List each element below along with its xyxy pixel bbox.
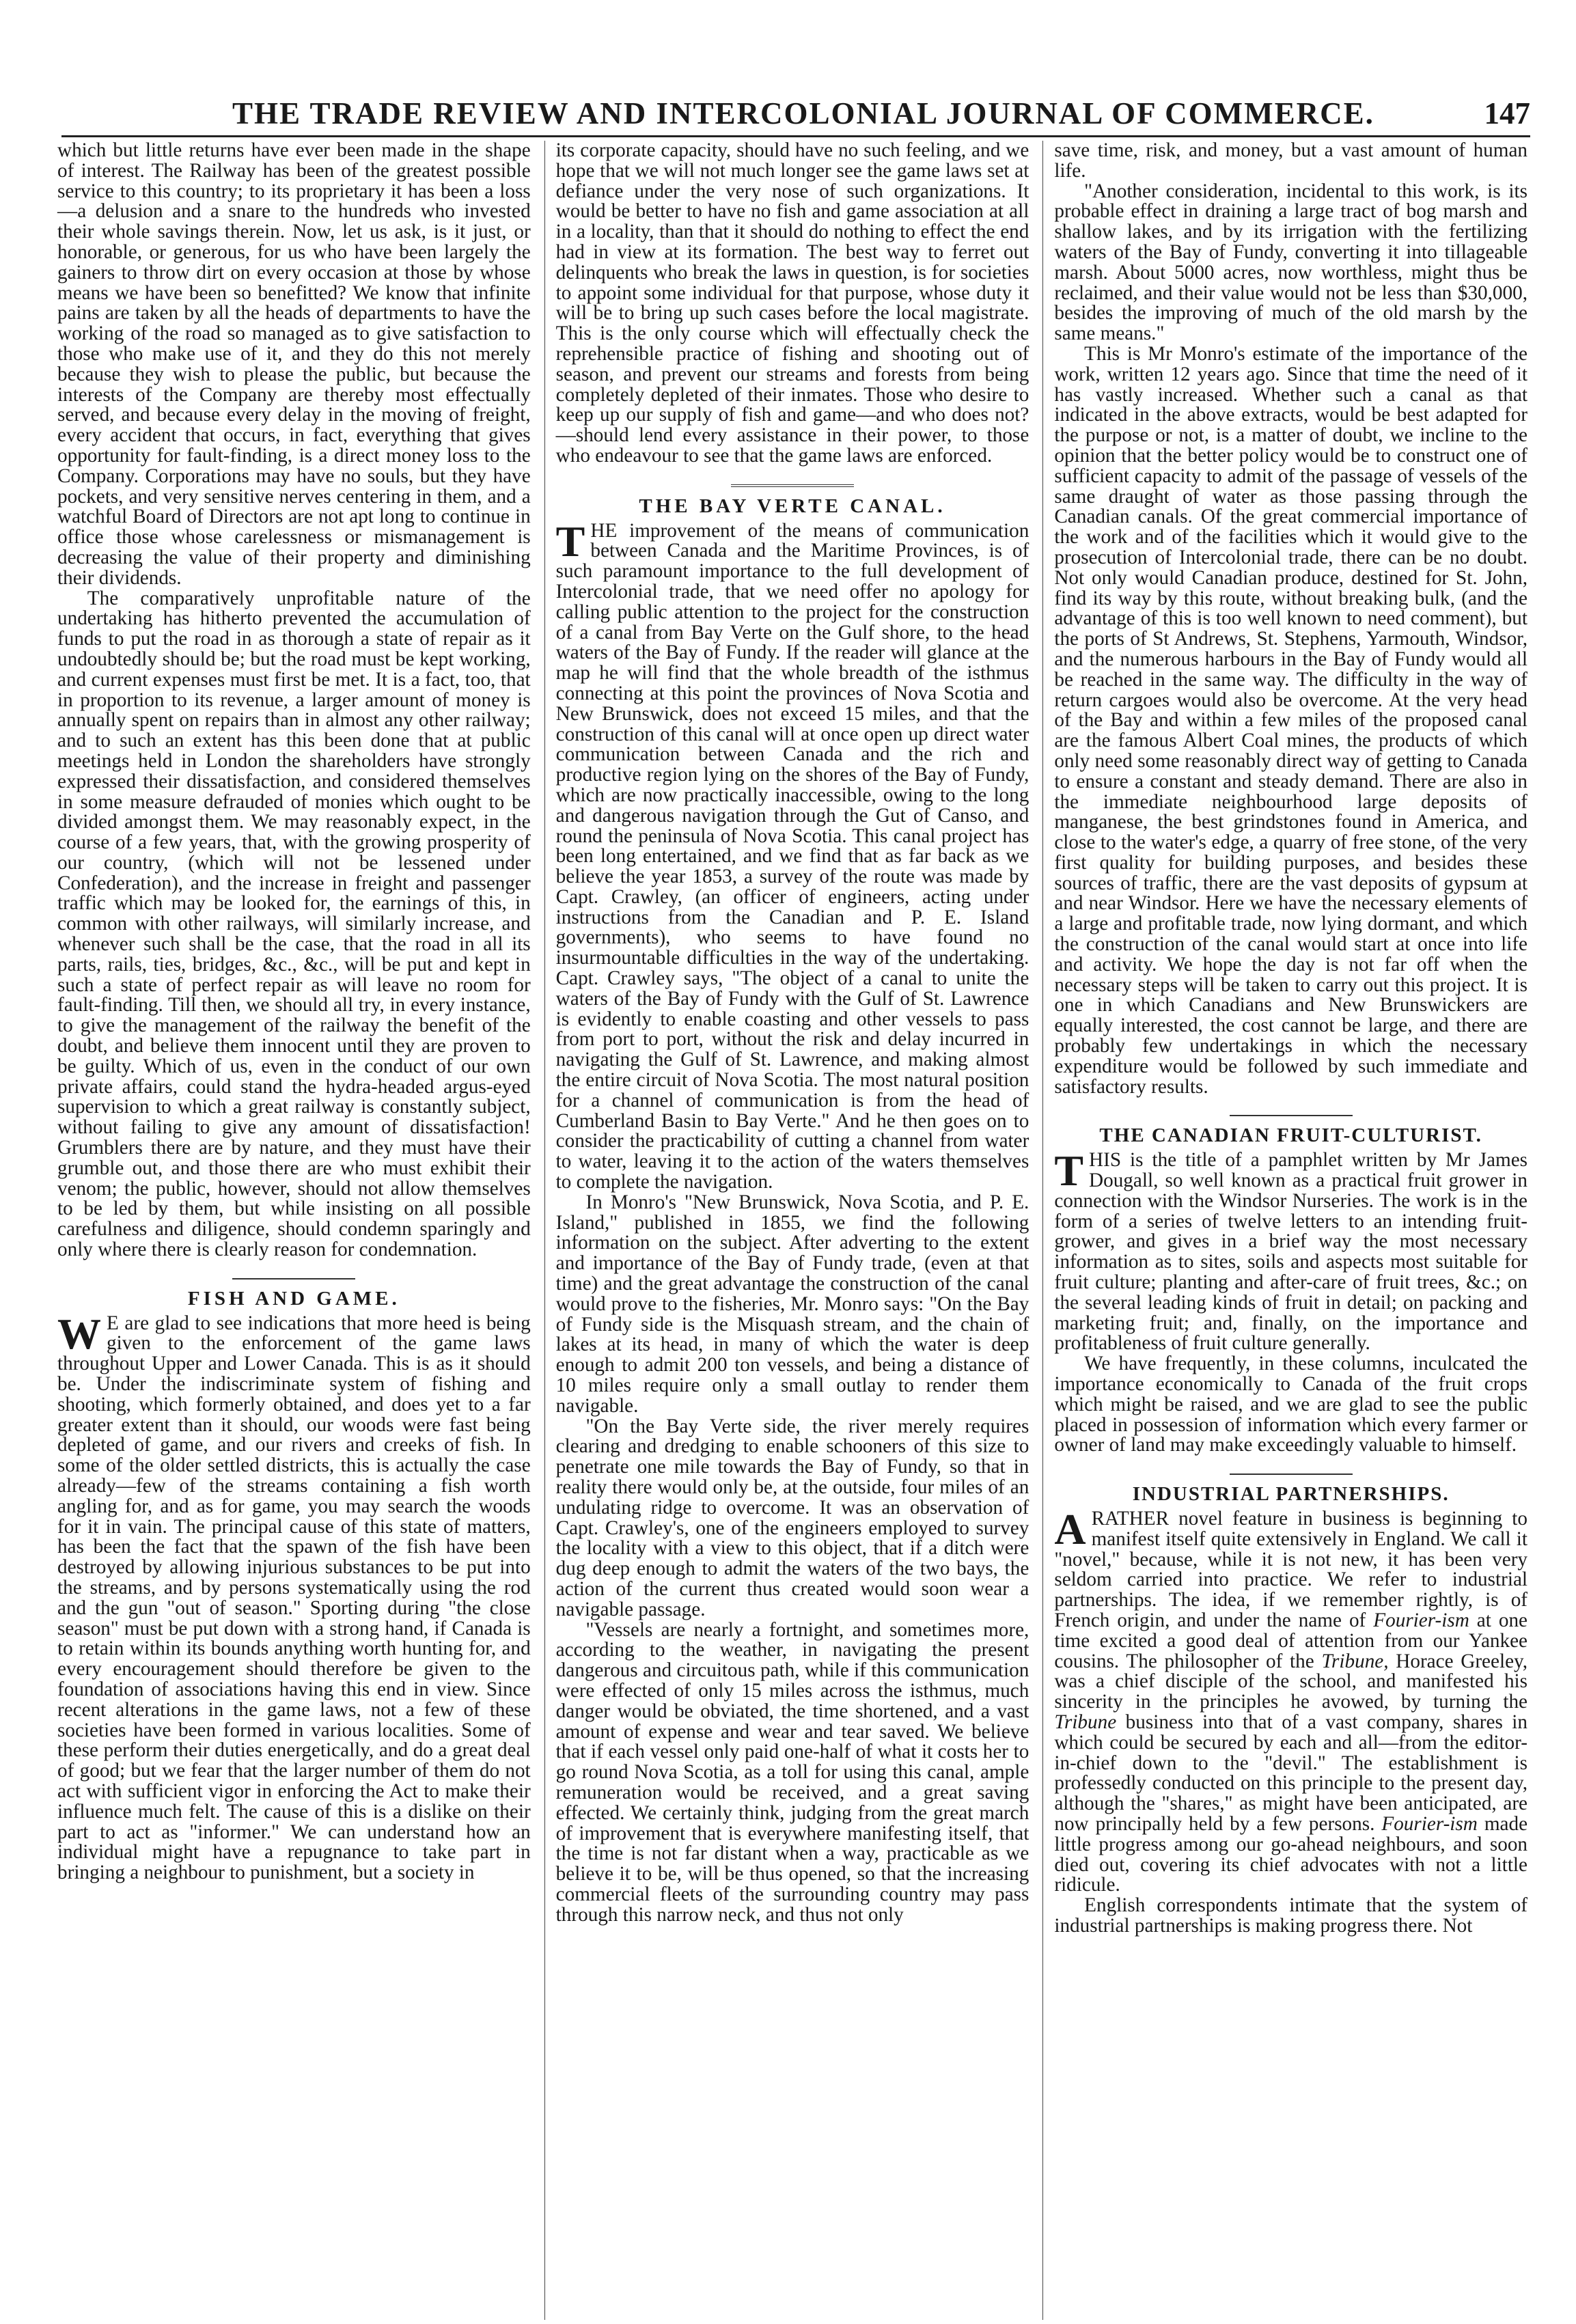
section-title-fish-and-game: FISH AND GAME. — [187, 1287, 400, 1310]
partnerships-text-a: RATHER novel feature in business is beginning to manifest itself quite extensively in England. We call it "novel," because, while it is not new, it has been very seldom carried into practice. We refer to industrial partnerships. The idea, if we remember rightly, is of French origin, and under the name of — [1054, 1508, 1528, 1631]
partnerships-text-d: business into that of a vast company, shares in which could be secured by each and all—from the editor-in-chief down to the "devil." The establishment is professedly conducted on this principle to the present day, although the "shares," as might have been anticipated, are now principally held by a few persons. — [1054, 1711, 1528, 1835]
partnerships-text-b: at one time excited a good deal of attention from our Yankee cousins. The philosopher of the — [1054, 1609, 1528, 1672]
partnerships-text-e: made little progress among our go-ahead neighbours, and soon died out, covering its chief advocates with not a little ridicule. — [1054, 1812, 1528, 1896]
section-title-fruit-culturist: THE CANADIAN FRUIT-CULTURIST. — [1099, 1124, 1482, 1147]
fruit-culturist-second-paragraph: We have frequently, in these columns, inculcated the importance economically to Canada of the fruit crops which might be raised, and we are glad to see the public placed in possession of information which every farmer or owner of land may make exceedingly valuable to himself. — [1054, 1353, 1528, 1456]
bay-verte-continued: save time, risk, and money, but a vast amount of human life. — [1054, 141, 1528, 182]
section-divider — [1230, 1115, 1353, 1116]
drop-cap: T — [1054, 1146, 1084, 1195]
bay-verte-vessels-paragraph: "Vessels are nearly a fortnight, and sometimes more, according to the weather, in navigating the present dangerous and circuitous path, while if this communication were effected of only 15 miles across the isthmus, much danger would be obviated, the time shortened, and a vast amount of expense and wear and tear saved. We believe that if each vessel only paid one-half of what it costs her to go round Nova Scotia, as a toll for using this canal, ample remuneration would be received, and a great saving effected. We certainly think, judging from the great march of improvement that is everywhere manifesting itself, that the time is not far distant when a way, practicable as we believe it to be, will be thus opened, so that the increasing commercial fleets of the surrounding country may pass through this narrow neck, and thus not only — [555, 1618, 1029, 1926]
drop-cap: T — [555, 516, 585, 566]
column-1 — [55, 141, 534, 2320]
railway-article-continued: which but little returns have ever been made in the shape of interest. The Railway has been of the greatest possible service to this country; to its proprietary it has been a loss—a delusion and a snare to the hundreds who invested their whole savings therein. Now, let us ask, is it just, or honorable, or generous, for us who have been largely the gainers to throw dirt on every occasion at those by whose means we have been so benefitted? We know that infinite pains are taken by all the heads of departments to have the working of the road so managed as to give satisfaction to those who make use of it, and they do this not merely because they wish to please the public, but because the interests of the Company are thereby most effectually served, and because every delay in the moving of freight, every accident that occurs, in fact, everything that gives opportunity for fault-finding, is a direct money loss to the Company. Corporations may have no souls, but they have pockets, and very sensitive nerves centering in them, and a watchful Board of Directors are not apt long to continue in office those whose carelessness or mismanagement is decreasing the value of their property and diminishing their dividends. — [57, 141, 531, 589]
bay-verte-paragraph — [555, 516, 1029, 1193]
journal-title: THE TRADE REVIEW AND INTERCOLONIAL JOURNAL OF COMMERCE. — [232, 96, 1374, 130]
fruit-culturist-paragraph — [1054, 1146, 1528, 1355]
section-divider — [232, 1278, 355, 1279]
section-title-bay-verte-canal: THE BAY VERTE CANAL. — [639, 495, 946, 517]
bay-verte-consideration-paragraph: "Another consideration, incidental to this work, is its probable effect in draining a large tract of bog marsh and shallow lakes, and by its irrigation with the fertilizing waters of the Bay of Fundy, converting it into tillageable marsh. About 5000 acres, now worthless, might thus be reclaimed, and their value would not be less than $30,000, besides the improving of much of the old marsh by the same means." — [1054, 180, 1528, 345]
drop-cap: A — [1054, 1505, 1086, 1553]
fruit-culturist-text: HIS is the title of a pamphlet written by Mr James Dougall, so well known as a practical fruit grower in connection with the Windsor Nurseries. The work is in the form of a series of twelve letters to an intending fruit-grower, and gives in a brief way the most necessary information as to sites, soils and aspects most suitable for fruit culture; planting and after-care of fruit trees, &c.; on the several leading kinds of fruit in detail; on packing and marketing fruit; and, finally, on the importance and profitableness of fruit culture generally. — [1054, 1149, 1528, 1355]
column-2 — [544, 141, 1032, 2320]
tribune-italic-2: Tribune — [1054, 1711, 1117, 1733]
bay-verte-monro-paragraph: In Monro's "New Brunswick, Nova Scotia, and P. E. Island," published in 1855, we find the following information on the subject. After adverting to the extent and importance of the Bay of Fundy trade, (even at that time) and the great advantage the construction of the canal would prove to the fisheries, Mr. Monro says: "On the Bay of Fundy side is the Misquash stream, and the chain of lakes at its head, in many of which the water is deep enough to admit 200 ton vessels, and being a distance of 10 miles require only a small outlay to render them navigable. — [555, 1191, 1029, 1417]
fish-and-game-text: E are glad to see indications that more heed is being given to the enforcement of the game laws throughout Upper and Lower Canada. This is as it should be. Under the indiscriminate system of fishing and shooting, which formerly obtained, and does yet to a far greater extent than it should, our woods were fast being depleted of game, and our rivers and creeks of fish. In some of the older settled districts, this is actually the case already—few of the streams containing a fish worth angling for, and as for game, you may search the woods for it in vain. The principal cause of this state of matters, has been the fact that the spawn of the fish have been destroyed by allowing injurious substances to be put into the streams, and by persons systematically using the rod and the gun "out of season." Sporting during "the close season" must be put down with a strong hand, if Canada is to retain within its bounds anything worth hunting for, and every encouragement should therefore be given to the foundation of associations having this end in view. Since recent alterations in the game laws, not a few of these societies have been formed in various localities. Some of these perform their duties energetically, and do a great deal of good; but we fear that the larger number of them do not act with sufficient vigor in enforcing the Act to make their influence much felt. The cause of this is a dislike on their part to act as "informer." We can understand how an individual might have a repugnance to take part in bringing a neighbour to punishment, but a society in — [57, 1312, 531, 1884]
partnerships-text-c: Horace Greeley, was a chief disciple of the school, and manifested his sincerity in the principles he avowed, by turning the — [1054, 1650, 1528, 1713]
tribune-italic: Tribune, — [1321, 1650, 1389, 1672]
page-number: 147 — [1484, 96, 1530, 130]
text-columns — [55, 141, 1530, 2320]
industrial-partnerships-paragraph — [1054, 1505, 1528, 1896]
section-divider — [731, 484, 854, 487]
fish-and-game-paragraph — [57, 1309, 531, 1884]
column-3 — [1042, 141, 1530, 2320]
fourier-ism-italic: Fourier-ism — [1373, 1609, 1469, 1631]
drop-cap: W — [57, 1309, 101, 1358]
section-divider — [1230, 1474, 1353, 1475]
industrial-partnerships-second-paragraph: English correspondents intimate that the system of industrial partnerships is making progress there. Not — [1054, 1894, 1528, 1937]
bay-verte-quote-paragraph: "On the Bay Verte side, the river merely requires clearing and dredging to enable schooners of this size to penetrate one mile towards the Bay of Fundy, so that in reality there would only be, at the outside, four miles of an undulating ridge to overcome. It was an observation of Capt. Crawley's, one of the engineers employed to survey the locality with a view to this object, that if a ditch were dug deep enough to admit the waters of the two bays, the action of the current thus created would soon wear a navigable passage. — [555, 1415, 1029, 1620]
section-title-industrial-partnerships: INDUSTRIAL PARTNERSHIPS. — [1132, 1483, 1450, 1506]
fourier-ism-italic-2: Fourier-ism — [1381, 1812, 1478, 1835]
railway-article-paragraph: The comparatively unprofitable nature of the undertaking has hitherto prevented the accumulation of funds to put the road in as thorough a state of repair as it undoubtedly should be; but the road must be kept working, and current expenses must first be met. It is a fact, too, that in proportion to its revenue, a larger amount of money is annually spent on repairs than in almost any other railway; and to such an extent has this been done that at public meetings held in London the shareholders have strongly expressed their dissatisfaction, and considered themselves in some measure defrauded of monies which ought to be divided amongst them. We may reasonably expect, in the course of a few years, that, with the growing prosperity of our country, (which will not be lessened under Confederation), and the increase in freight and passenger traffic which may be looked for, the earnings of this, in common with other railways, will similarly increase, and whenever such shall be the case, that the road in all its parts, rails, ties, bridges, &c., &c., will be put and kept in such a state of perfect repair as will leave no room for fault-finding. Till then, we should all try, in every instance, to give the management of the railway the benefit of the doubt, and believe them innocent until they are proven to be guilty. Which of us, even in the conduct of our own private affairs, could stand the hydra-headed argus-eyed supervision to which a great railway is constantly subject, without failing to give any amount of dissatisfaction! Grumblers there are by nature, and they must have their grumble out, and those there are who must exhibit their venom; the public, however, should not allow themselves to be led by them, but while insisting on all possible carefulness and diligence, should condemn sparingly and only where there is clearly reason for condemnation. — [57, 587, 531, 1261]
fish-and-game-continued: its corporate capacity, should have no such feeling, and we hope that we will not much longer see the game laws set at defiance under the very nose of such organizations. It would be better to have no fish and game association at all in a locality, than that it should do nothing to effect the end had in view at its formation. The best way to ferret out delinquents who break the laws in question, is for societies to appoint some individual for that purpose, whose duty it will be to bring up such cases before the local magistrate. This is the only course which will effectually check the reprehensible practice of fishing and shooting out of season, and prevent our streams and forests from being completely depleted of their inmates. Those who desire to keep up our supply of fish and game—and who does not?—should lend every assistance in their power, to those who endeavour to see that the game laws are enforced. — [555, 141, 1029, 467]
bay-verte-text: HE improvement of the means of communication between Canada and the Maritime Provinces, is of such paramount importance to the full development of Intercolonial trade, that we need offer no apology for calling public attention to the project for the construction of a canal from Bay Verte on the Gulf shore, to the head waters of the Bay of Fundy. If the reader will glance at the map he will find that the whole breadth of the isthmus connecting at this point the provinces of Nova Scotia and New Brunswick, does not exceed 15 miles, and that the construction of this canal will at once open up direct water communication between Canada and the rich and productive region lying on the shores of the Bay of Fundy, which are now practically inaccessible, owing to the long and dangerous navigation through the Gut of Canso, and round the peninsula of Nova Scotia. This canal project has been long entertained, and we find that as far back as we believe the year 1853, a survey of the route was made by Capt. Crawley, (an officer of engineers, acting under instructions from the Canadian and P. E. Island governments), who seems to have found no insurmountable difficulties in the way of the undertaking. Capt. Crawley says, "The object of a canal to unite the waters of the Bay of Fundy with the Gulf of St. Lawrence is evidently to enable coasting and other vessels to pass from port to port, without the risk and delay incurred in navigating the Gulf of St. Lawrence, and making almost the entire circuit of Nova Scotia. The most natural position for a channel of communication is from the head of Cumberland Basin to Bay Verte." And he then goes on to consider the practicability of cutting a channel from water to water, leaving it to the action of the waters themselves to complete the navigation. — [555, 519, 1029, 1193]
running-head — [61, 87, 1530, 137]
bay-verte-estimate-paragraph: This is Mr Monro's estimate of the importance of the work, written 12 years ago. Since that time the need of it has vastly increased. Whether such a canal as that indicated in the above extracts, would be best adapted for the purpose or not, is a matter of doubt, we incline to the opinion that the better policy would be to construct one of sufficient capacity to admit of the passage of vessels of the same draught of water as those passing through the Canadian canals. Of the great commercial importance of the work and of the facilities which it would give to the prosecution of Intercolonial trade, there can be no doubt. Not only would Canadian produce, destined for St. John, find its way by this route, without breaking bulk, (and the advantage of this is too well known to need comment), but the ports of St Andrews, St. Stephens, Yarmouth, Windsor, and the numerous harbours in the Bay of Fundy would all be reached in the same way. The difficulty in the way of return cargoes would also be overcome. At the very head of the Bay and within a few miles of the proposed canal are the famous Albert Coal mines, the products of which only need some reasonably direct way of getting to Canada to ensure a constant and steady demand. There are also in the immediate neighbourhood large deposits of manganese, the best grindstones found in America, and close to the water's edge, a quarry of free stone, of the very first quality for building purposes, and besides these sources of traffic, there are the vast deposits of gypsum at and near Windsor. Here we have the necessary elements of a large and profitable trade, now lying dormant, and which the construction of the canal would start at once into life and activity. We hope the day is not far off when the necessary steps will be taken to carry out this project. It is one in which Canadians and New Brunswickers are equally interested, the cost cannot be large, and there are probably few undertakings in which the necessary expenditure would be followed by such immediate and satisfactory results. — [1054, 342, 1528, 1098]
